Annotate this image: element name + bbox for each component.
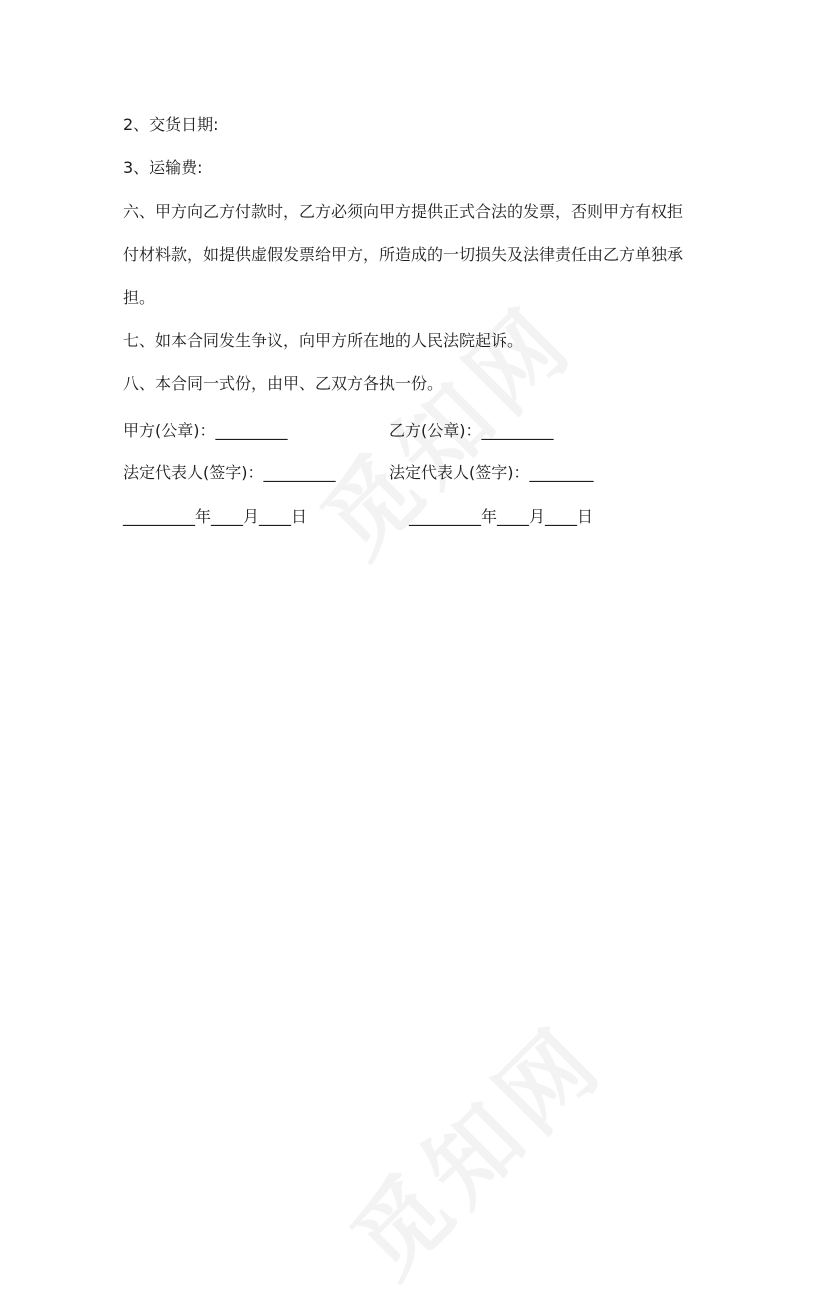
clause-6-line-3: 担。 — [123, 288, 156, 307]
shipping-fee-line: 3、运输费: — [123, 158, 203, 177]
party-a-date-field: _________年____月____日 — [123, 507, 308, 526]
party-b-seal-field: 乙方(公章)：_________ — [389, 421, 554, 440]
party-a-seal-field: 甲方(公章)：_________ — [123, 421, 288, 440]
watermark — [318, 991, 628, 1301]
party-b-date-field: _________年____月____日 — [409, 507, 594, 526]
delivery-date-line: 2、交货日期: — [123, 115, 219, 134]
party-a-representative-field: 法定代表人(签字)：_________ — [123, 463, 336, 482]
clause-7-line: 七、如本合同发生争议，向甲方所在地的人民法院起诉。 — [123, 331, 524, 350]
party-b-representative-field: 法定代表人(签字)：________ — [389, 463, 594, 482]
clause-6-line-2: 付材料款，如提供虚假发票给甲方，所造成的一切损失及法律责任由乙方单独承 — [123, 245, 684, 264]
clause-8-line: 八、本合同一式份，由甲、乙双方各执一份。 — [123, 374, 444, 393]
clause-6-line-1: 六、甲方向乙方付款时，乙方必须向甲方提供正式合法的发票，否则甲方有权拒 — [123, 202, 684, 221]
